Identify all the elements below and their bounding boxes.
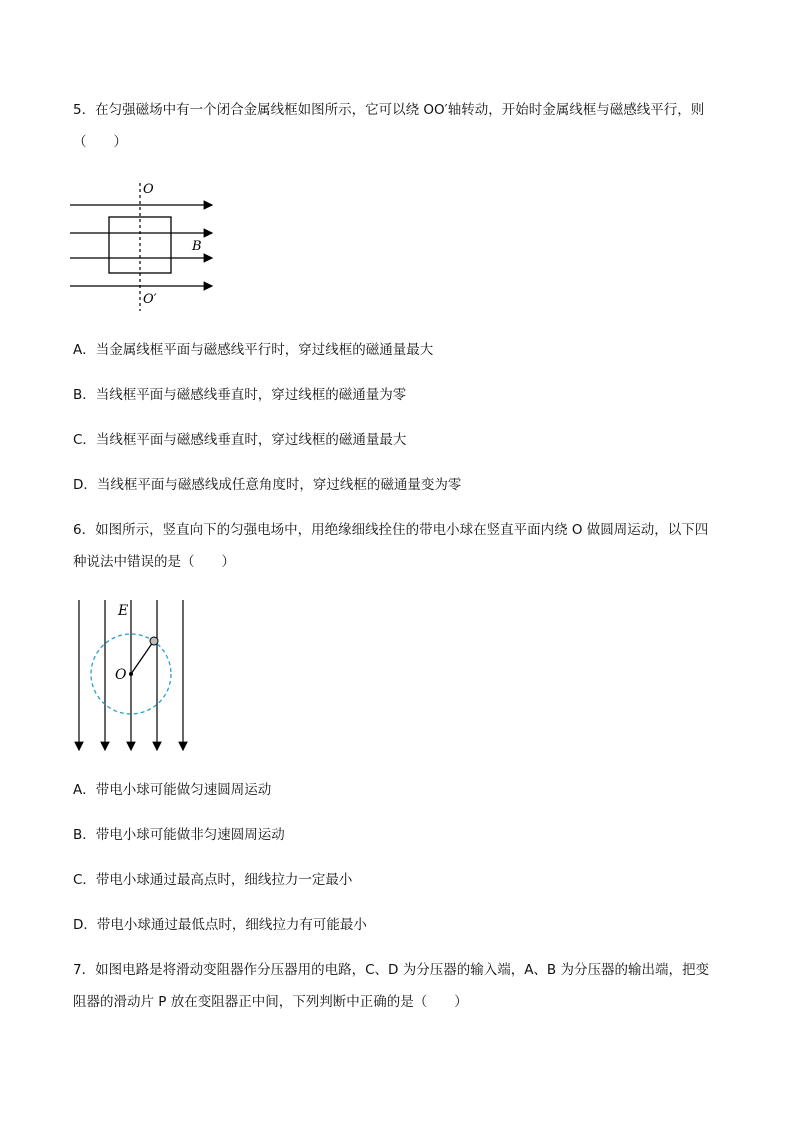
q5-stem-line1: 5．在匀强磁场中有一个闭合金属线框如图所示，它可以绕 OO′轴转动，开始时金属线框与磁感线平行，则	[73, 102, 705, 118]
q6-label-O: O	[115, 667, 127, 683]
q5-option-b: B．当线框平面与磁感线垂直时，穿过线框的磁通量为零	[73, 387, 407, 403]
q5-option-c: C．当线框平面与磁感线垂直时，穿过线框的磁通量最大	[73, 432, 407, 448]
q6-option-d: D．带电小球通过最低点时，细线拉力有可能最小	[73, 917, 367, 933]
q6-charged-ball	[150, 637, 158, 645]
q5-figure	[60, 175, 230, 315]
q6-center-point	[129, 672, 133, 676]
q6-option-a: A．带电小球可能做匀速圆周运动	[73, 782, 272, 798]
q5-stem-line2: （ ）	[73, 134, 127, 150]
q6-option-b: B．带电小球可能做非匀速圆周运动	[73, 827, 285, 843]
q5-option-a: A．当金属线框平面与磁感线平行时，穿过线框的磁通量最大	[73, 342, 434, 358]
q7-stem-line2: 阻器的滑动片 P 放在变阻器正中间，下列判断中正确的是（ ）	[73, 994, 468, 1010]
q6-option-c: C．带电小球通过最高点时，细线拉力一定最小	[73, 872, 353, 888]
q6-stem-line1: 6．如图所示，竖直向下的匀强电场中，用绝缘细线拴住的带电小球在竖直平面内绕 O 做圆周运动，以下四	[73, 522, 709, 538]
q6-label-E: E	[118, 603, 129, 619]
q5-label-O: O	[143, 182, 154, 197]
q5-label-O-prime: O′	[143, 292, 157, 307]
q6-string	[131, 642, 153, 674]
q6-stem-line2: 种说法中错误的是（ ）	[73, 554, 235, 570]
q5-option-d: D．当线框平面与磁感线成任意角度时，穿过线框的磁通量变为零	[73, 477, 462, 493]
q6-figure	[68, 595, 198, 760]
q5-label-B: B	[192, 239, 202, 254]
q7-stem-line1: 7．如图电路是将滑动变阻器作分压器用的电路，C、D 为分压器的输入端，A、B 为分压器的输出端，把变	[73, 962, 709, 978]
